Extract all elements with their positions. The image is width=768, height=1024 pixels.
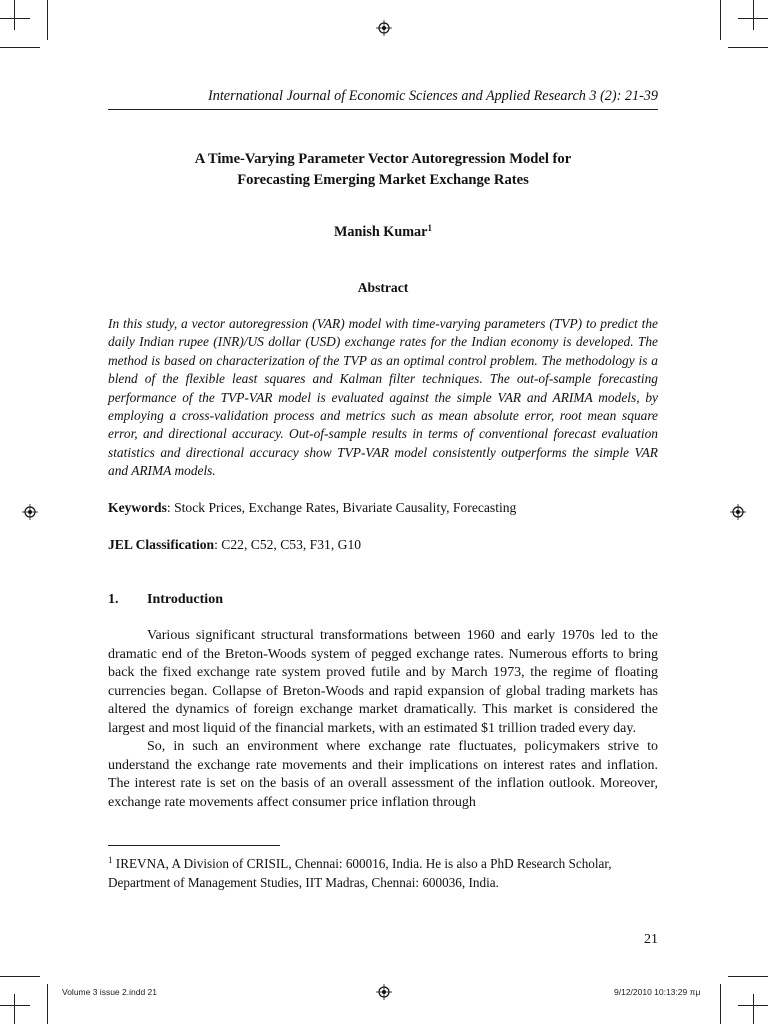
section-heading <box>108 592 223 608</box>
author-footnote-mark: 1 <box>427 223 432 233</box>
journal-header: International Journal of Economic Sciences and Applied Research 3 (2): 21-39 <box>208 88 658 104</box>
abstract-heading: Abstract <box>357 280 409 295</box>
crop-mark <box>720 0 721 40</box>
section-title: Introduction <box>147 592 223 607</box>
registration-mark-icon <box>376 984 392 1000</box>
jel-value: : C22, C52, C53, F31, G10 <box>214 537 362 552</box>
footnote-text: IREVNA, A Division of CRISIL, Chennai: 600016, India. He is also a PhD Research Scholar, Department of Management Studies, IIT Madras, Chennai: 600036, India. <box>108 856 612 890</box>
keywords-value: : Stock Prices, Exchange Rates, Bivariate Causality, Forecasting <box>166 500 517 515</box>
crop-mark <box>0 1005 30 1006</box>
title-line: A Time-Varying Parameter Vector Autoregression Model for <box>194 151 572 167</box>
page-number: 21 <box>644 932 658 947</box>
paragraph: So, in such an environment where exchange rate fluctuates, policymakers strive to understand the exchange rate movements and their implications on interest rates and inflation. The interest rate is set on the basis of an overall assessment of the inflation outlook. Moreover, exchange rate movements affect consumer price inflation through <box>108 739 658 810</box>
author-name <box>108 223 658 241</box>
registration-mark-icon <box>22 504 38 520</box>
footnote <box>108 851 660 892</box>
registration-mark-icon <box>730 504 746 520</box>
crop-mark <box>753 994 754 1024</box>
crop-mark <box>738 18 768 19</box>
crop-mark <box>738 1005 768 1006</box>
title-line: Forecasting Emerging Market Exchange Rates <box>237 172 529 188</box>
paragraph: Various significant structural transformations between 1960 and early 1970s led to the dramatic end of the Breton-Woods system of pegged exchange rates. Numerous efforts to bring back the fixed exchange rate system proved futile and by March 1973, the regime of floating currencies began. Collapse of Breton-Woods and rapid expansion of global trading markets has altered the dynamics of foreign exchange market dramatically. This market is considered the largest and most liquid of the financial markets, with an estimated $1 trillion traded every day. <box>108 628 658 736</box>
print-slug-file: Volume 3 issue 2.indd 21 <box>62 987 157 997</box>
crop-mark <box>0 18 30 19</box>
print-slug-timestamp: 9/12/2010 10:13:29 πμ <box>614 987 701 997</box>
jel-label: JEL Classification <box>108 537 215 552</box>
footnote-mark: 1 <box>108 855 113 865</box>
crop-mark <box>0 976 40 977</box>
section-number: 1. <box>108 592 119 607</box>
jel-classification <box>108 537 658 553</box>
crop-mark <box>720 984 721 1024</box>
header-rule <box>108 109 658 110</box>
footnote-rule <box>108 845 280 846</box>
crop-mark <box>14 994 15 1024</box>
keywords-label: Keywords <box>108 500 167 515</box>
crop-mark <box>47 984 48 1024</box>
crop-mark <box>47 0 48 40</box>
crop-mark <box>753 0 754 30</box>
abstract-text: In this study, a vector autoregression (VAR) model with time-varying parameters (TVP) to predict the daily Indian rupee (INR)/US dollar (USD) exchange rates for the Indian economy is developed. The method is based on characterization of the TVP as an optimal control problem. The methodology is a blend of the flexible least squares and Kalman filter techniques. The out-of-sample forecasting performance of the TVP-VAR model is evaluated against the simple VAR and ARIMA models, by employing a cross-validation process and metrics such as mean absolute error, root mean square error, and directional accuracy. Out-of-sample results in terms of conventional forecast evaluation statistics and directional accuracy show TVP-VAR model consistently outperforms the simple VAR and ARIMA models. <box>108 316 658 479</box>
keywords <box>108 500 658 516</box>
crop-mark <box>14 0 15 30</box>
author-text: Manish Kumar <box>334 224 428 240</box>
crop-mark <box>728 976 768 977</box>
registration-mark-icon <box>376 20 392 36</box>
crop-mark <box>0 47 40 48</box>
crop-mark <box>728 47 768 48</box>
body-text <box>108 627 658 812</box>
article-title <box>108 149 658 191</box>
